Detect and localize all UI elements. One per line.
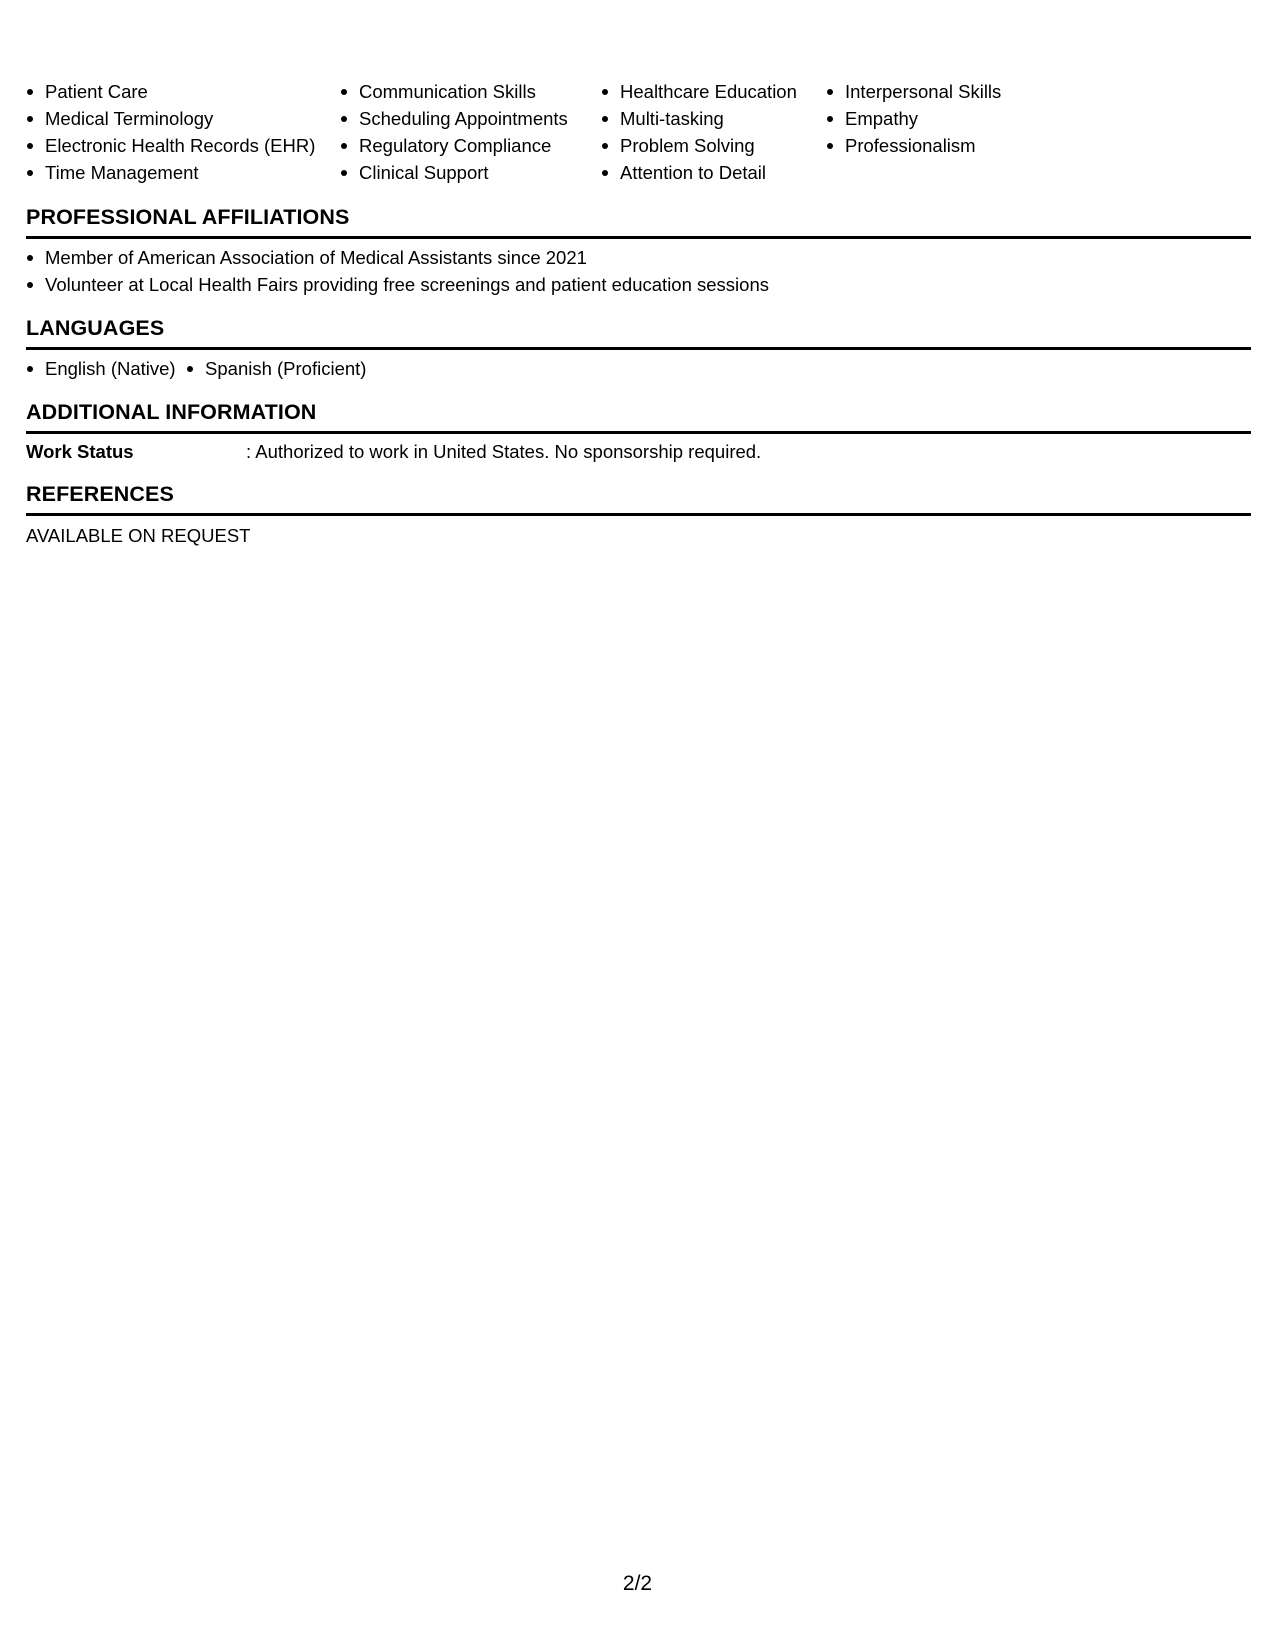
skills-grid [26,78,1251,188]
skill-item: Communication Skills [340,78,568,105]
references-heading: REFERENCES [26,482,174,506]
language-item: English (Native) [26,355,176,382]
skill-item: Attention to Detail [601,159,797,186]
affiliations-divider [26,236,1251,239]
page-number: 2/2 [622,1572,653,1595]
skill-item: Scheduling Appointments [340,105,568,132]
languages-heading: LANGUAGES [26,316,165,340]
skill-item: Healthcare Education [601,78,797,105]
additional-info-heading: ADDITIONAL INFORMATION [26,400,317,424]
affiliation-item: Member of American Association of Medical Assistants since 2021 [26,244,1251,271]
skills-column-4 [826,78,1001,159]
language-item: Spanish (Proficient) [186,355,366,382]
affiliations-heading: PROFESSIONAL AFFILIATIONS [26,205,350,229]
skill-item: Professionalism [826,132,1001,159]
references-text: AVAILABLE ON REQUEST [26,525,251,546]
work-status-value: : Authorized to work in United States. No sponsorship required. [246,441,762,462]
skill-item: Patient Care [26,78,315,105]
additional-info-divider [26,431,1251,434]
affiliation-item: Volunteer at Local Health Fairs providing free screenings and patient education sessions [26,271,1251,298]
affiliations-list [26,244,1251,298]
skill-item: Interpersonal Skills [826,78,1001,105]
skill-item: Problem Solving [601,132,797,159]
work-status-label: Work Status [26,441,134,462]
languages-divider [26,347,1251,350]
skill-item: Regulatory Compliance [340,132,568,159]
languages-list [26,355,372,382]
skill-item: Time Management [26,159,315,186]
skill-item: Electronic Health Records (EHR) [26,132,315,159]
skills-column-1 [26,78,315,186]
skill-item: Medical Terminology [26,105,315,132]
skill-item: Multi-tasking [601,105,797,132]
references-divider [26,513,1251,516]
skills-column-3 [601,78,797,186]
skill-item: Clinical Support [340,159,568,186]
skills-column-2 [340,78,568,186]
work-status-row [26,438,761,465]
skill-item: Empathy [826,105,1001,132]
